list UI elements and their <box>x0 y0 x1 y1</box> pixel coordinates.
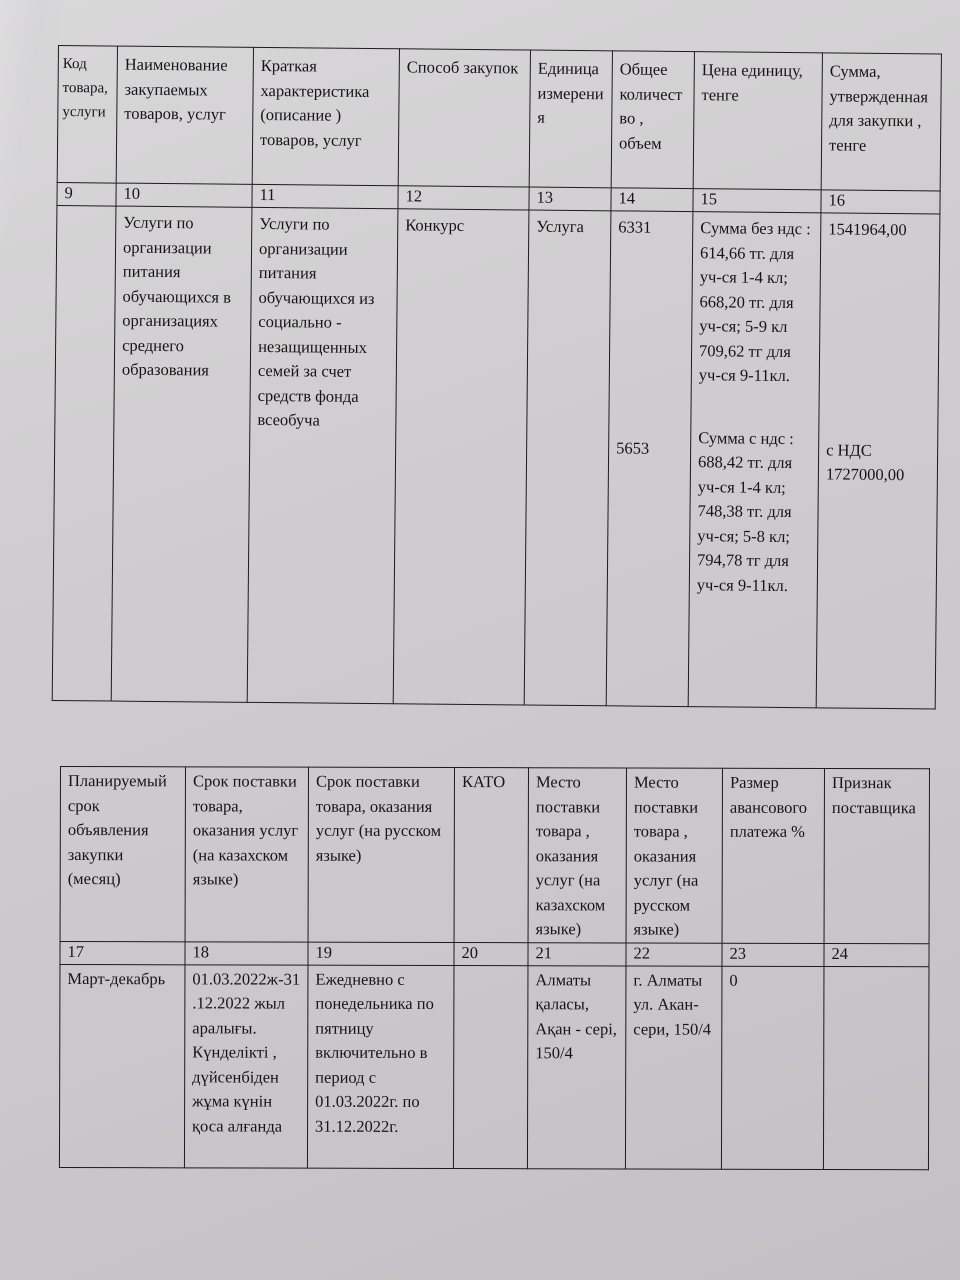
column-number: 24 <box>824 943 929 966</box>
cell-place-kz: Алматы қаласы, Ақан - сері, 150/4 <box>527 965 626 1168</box>
header-sum: Сумма, утвержденная для закупки , тенге <box>821 53 941 191</box>
cell-sum <box>816 213 940 709</box>
header-term-kz: Срок поставки товара, оказания услуг (на казахском языке) <box>185 767 308 942</box>
cell-supplier <box>823 966 929 1169</box>
column-number: 19 <box>308 942 454 965</box>
column-number: 9 <box>57 182 116 206</box>
header-row <box>57 46 941 191</box>
cell-name: Услуги по организации питания обучающихся в организациях среднего образования <box>111 206 252 702</box>
header-name: Наименование закупаемых товаров, услуг <box>116 46 253 184</box>
column-number: 17 <box>60 941 185 964</box>
price-with-vat: Сумма с ндс : 688,42 тг. для уч-ся 1-4 кл; 748,38 тг. для уч-ся; 5-8 кл; 794,78 тг для уч-ся 9-11кл. <box>696 427 794 595</box>
cell-code <box>52 205 116 701</box>
header-supplier: Признак поставщика <box>824 769 929 944</box>
cell-unit: Услуга <box>524 210 611 706</box>
cell-description: Услуги по организации питания обучающихся из социально - незащищенных семей за счет средств фонда всеобуча <box>247 207 398 703</box>
header-place-ru: Место поставки товара , оказания услуг (на русском языке) <box>626 768 722 943</box>
column-number: 18 <box>185 941 308 964</box>
page-fold-shadow <box>0 0 60 240</box>
column-number: 20 <box>454 942 528 965</box>
cell-method: Конкурс <box>393 209 529 705</box>
header-announce-month: Планируемый срок объявления закупки (месяц) <box>60 767 185 942</box>
header-kato: КАТО <box>454 768 528 943</box>
column-number: 16 <box>821 190 940 214</box>
column-number: 11 <box>252 184 398 208</box>
column-number: 22 <box>626 942 722 965</box>
header-method: Способ закупок <box>398 49 530 187</box>
header-term-ru: Срок поставки товара, оказания услуг (на русском языке) <box>308 767 454 942</box>
cell-term-kz: 01.03.2022ж-31.12.2022 жыл аралығы. Күнделікті , дүйсенбіден жұма күнін қоса алғанда <box>184 964 308 1167</box>
column-number: 14 <box>611 188 693 212</box>
sum-without-vat: 1541964,00 <box>828 219 907 240</box>
cell-price <box>688 212 821 708</box>
sum-with-vat: с НДС 1727000,00 <box>825 439 905 485</box>
column-number: 12 <box>398 186 529 210</box>
quantity-without-vat: 6331 <box>618 217 652 237</box>
table-row <box>59 964 929 1169</box>
procurement-table-top <box>52 45 942 709</box>
header-quantity: Общее количество , объем <box>611 51 694 189</box>
column-number: 13 <box>529 187 611 211</box>
header-place-kz: Место поставки товара , оказания услуг (на казахском языке) <box>528 768 626 943</box>
header-advance: Размер авансового платежа % <box>722 768 824 943</box>
cell-place-ru: г. Алматы ул. Акан-сери, 150/4 <box>625 965 722 1168</box>
column-number: 15 <box>693 189 821 213</box>
column-number: 23 <box>722 943 824 966</box>
header-row <box>60 767 929 944</box>
procurement-table-bottom <box>59 766 930 1170</box>
table-row <box>52 205 940 708</box>
header-unit: Единица измерения <box>529 50 612 188</box>
header-code: Код товара, услуги <box>57 46 117 184</box>
cell-quantity <box>606 211 693 707</box>
header-price: Цена единицу, тенге <box>693 52 822 190</box>
quantity-with-vat: 5653 <box>616 437 650 458</box>
header-description: Краткая характеристика (описание ) товаров, услуг <box>252 47 399 185</box>
column-number-row <box>60 941 929 966</box>
cell-advance: 0 <box>721 966 824 1169</box>
column-number: 21 <box>528 942 626 965</box>
cell-kato <box>453 965 528 1168</box>
cell-announce-month: Март-декабрь <box>59 964 185 1167</box>
column-number: 10 <box>116 183 252 207</box>
price-without-vat: Сумма без ндс : 614,66 тг. для уч-ся 1-4 кл; 668,20 тг. для уч-ся; 5-9 кл 709,62 тг для уч-ся 9-11кл. <box>698 218 811 386</box>
cell-term-ru: Ежедневно с понедельника по пятницу включительно в период с 01.03.2022г. по 31.12.2022г. <box>307 965 454 1168</box>
